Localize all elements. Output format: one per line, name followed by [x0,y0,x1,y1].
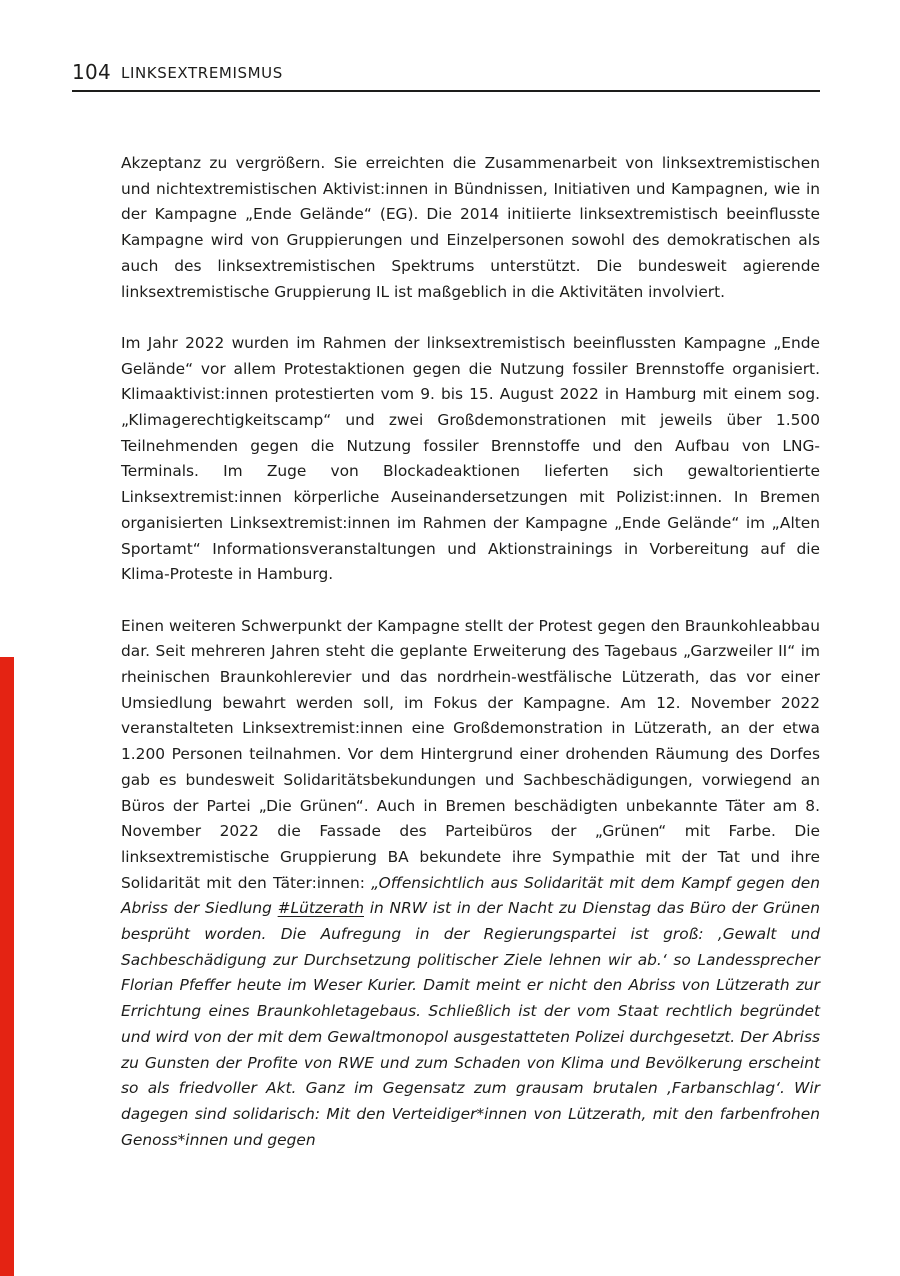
paragraph-3-intro: Einen weiteren Schwerpunkt der Kampagne stellt der Protest gegen den Braunkohleabbau dar. Seit mehreren Jahren steht die geplante Erweiterung des Tagebaus „Garzweiler II“ im rheinischen Braunkohlerevier und das nordrhein-westfälische Lützerath, das vor einer Umsiedlung bewahrt werden soll, im Fokus der Kampagne. Am 12. November 2022 veranstalteten Linksextremist:innen eine Großdemonstration in Lützerath, an der etwa 1.200 Personen teilnahmen. Vor dem Hintergrund einer drohenden Räumung des Dorfes gab es bundesweit Solidaritätsbekundungen und Sachbeschädigungen, vorwiegend an Büros der Partei „Die Grünen“. Auch in Bremen beschädigten unbekannte Täter am 8. November 2022 die Fassade des Parteibüros der „Grünen“ mit Farbe. Die linksextremistische Gruppierung BA bekundete ihre Sympathie mit der Tat und ihre Solidarität mit den Täter:innen: [121,616,820,892]
page-number: 104 [72,60,112,84]
chapter-marker-bar [0,657,14,1276]
quote-part-b: in NRW ist in der Nacht zu Dienstag das Büro der Grünen besprüht worden. Die Aufregung in der Regierungspartei ist groß: ‚Gewalt und Sachbeschädigung zur Durchsetzung politischer Ziele lehnen wir ab.‘ so Landessprecher Florian Pfeffer heute im Weser Kurier. Damit meint er nicht den Abriss von Lützerath zur Errichtung eines Braunkohletagebaus. Schließlich ist der vom Staat rechtlich begründet und wird von der mit dem Gewaltmonopol ausgestatteten Polizei durchgesetzt. Der Abriss zu Gunsten der Profite von RWE und zum Schaden von Klima und Bevölkerung erscheint so als friedvoller Akt. Ganz im Gegensatz zum grausam brutalen ‚Farbanschlag‘. Wir dagegen sind solidarisch: Mit den Verteidiger*innen von Lützerath, mit den farbenfrohen Genoss*innen und gegen [121,899,820,1149]
page-header [72,58,820,92]
paragraph-2: Im Jahr 2022 wurden im Rahmen der linksextremistisch beeinflussten Kampagne „Ende Gelände“ vor allem Protestaktionen gegen die Nutzung fossiler Brennstoffe organisiert. Klimaaktivist:innen protestierten vom 9. bis 15. August 2022 in Hamburg mit einem sog. „Klimagerechtigkeitscamp“ und zwei Großdemonstrationen mit jeweils über 1.500 Teilnehmenden gegen die Nutzung fossiler Brennstoffe und den Aufbau von LNG-Terminals. Im Zuge von Blockadeaktionen lieferten sich gewaltorientierte Linksextremist:innen körperliche Auseinandersetzungen mit Polizist:innen. In Bremen organisierten Linksextremist:innen im Rahmen der Kampagne „Ende Gelände“ im „Alten Sportamt“ Informationsveranstaltungen und Aktionstrainings in Vorbereitung auf die Klima-Proteste in Hamburg. [121,333,820,584]
paragraph-3 [121,614,820,1154]
quote-part-a: „Offensichtlich aus Solidarität mit dem Kampf gegen den Abriss der Siedlung [121,873,820,918]
hashtag-link[interactable]: #Lützerath [277,899,364,918]
running-head: LINKSEXTREMISMUS [121,64,283,82]
paragraph-1: Akzeptanz zu vergrößern. Sie erreichten die Zusammenarbeit von linksextremistischen und nichtextremistischen Aktivist:innen in Bündnissen, Initiativen und Kampagnen, wie in der Kampagne „Ende Gelände“ (EG). Die 2014 initiierte linksextremistisch beeinflusste Kampagne wird von Gruppierungen und Einzelpersonen sowohl des demokratischen als auch des linksextremistischen Spektrums unterstützt. Die bundesweit agierende linksextremistische Gruppierung IL ist maßgeblich in die Aktivitäten involviert. [121,154,820,301]
body-text [121,151,820,1153]
